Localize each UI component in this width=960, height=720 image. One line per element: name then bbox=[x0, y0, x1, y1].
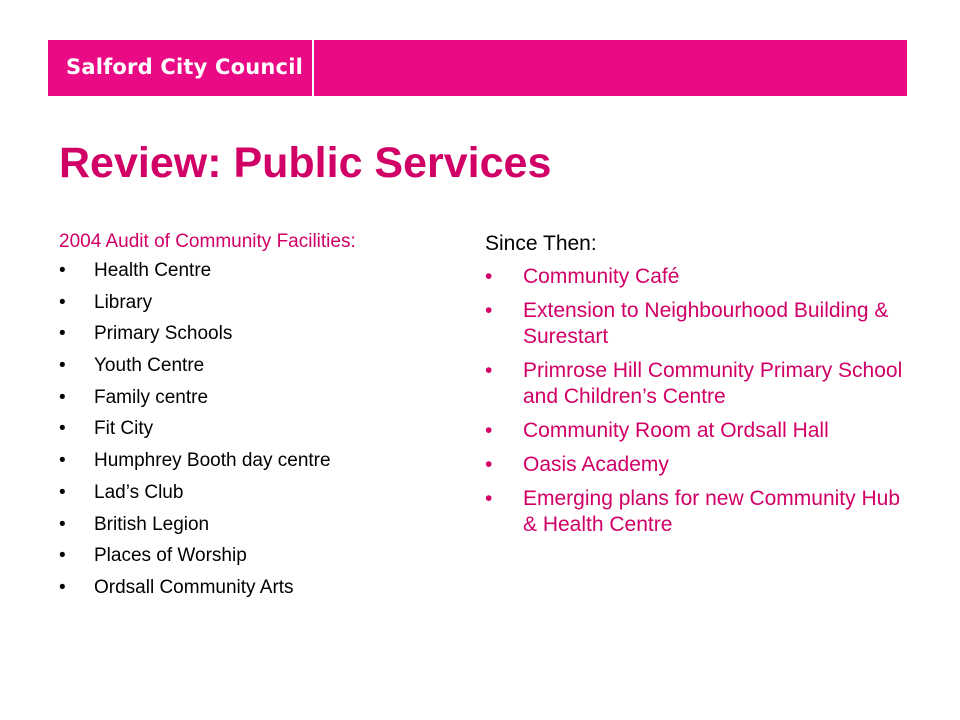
list-item bbox=[485, 298, 905, 350]
bullet-icon: • bbox=[59, 386, 66, 408]
list-item-label: Places of Worship bbox=[94, 545, 247, 567]
since-then-heading: Since Then: bbox=[485, 232, 597, 255]
since-then-column bbox=[485, 229, 905, 546]
list-item-label: British Legion bbox=[94, 513, 210, 535]
list-item-label: Health Centre bbox=[94, 260, 212, 281]
list-item bbox=[59, 322, 459, 346]
list-item bbox=[485, 418, 905, 444]
list-item bbox=[485, 264, 905, 290]
list-item bbox=[59, 544, 459, 568]
since-then-list bbox=[485, 264, 905, 538]
audit-heading: 2004 Audit of Community Facilities: bbox=[59, 231, 356, 252]
list-item-label: Emerging plans for new Community Hub & Health Centre bbox=[523, 487, 900, 536]
bullet-icon: • bbox=[59, 323, 66, 345]
list-item bbox=[485, 452, 905, 478]
list-item bbox=[59, 386, 459, 410]
audit-column bbox=[59, 228, 459, 608]
bullet-icon: • bbox=[59, 545, 66, 567]
bullet-icon: • bbox=[59, 576, 66, 598]
list-item-label: Fit City bbox=[94, 418, 154, 440]
list-item-label: Family centre bbox=[94, 386, 209, 408]
list-item-label: Youth Centre bbox=[94, 355, 205, 377]
slide-title: Review: Public Services bbox=[59, 139, 552, 187]
bullet-icon: • bbox=[59, 450, 66, 472]
council-banner bbox=[48, 40, 907, 96]
list-item bbox=[59, 449, 459, 473]
list-item-label: Primary Schools bbox=[94, 323, 233, 345]
bullet-icon: • bbox=[485, 419, 493, 442]
banner-divider bbox=[312, 40, 314, 96]
list-item bbox=[59, 481, 459, 505]
list-item-label: Library bbox=[94, 291, 153, 313]
council-logo: Salford City Council bbox=[66, 55, 303, 79]
bullet-icon: • bbox=[485, 299, 493, 322]
bullet-icon: • bbox=[59, 291, 66, 313]
bullet-icon: • bbox=[59, 260, 66, 281]
list-item bbox=[59, 417, 459, 441]
list-item bbox=[485, 486, 905, 538]
list-item-label: Lad’s Club bbox=[94, 481, 184, 503]
bullet-icon: • bbox=[485, 453, 493, 476]
list-item bbox=[59, 291, 459, 315]
list-item-label: Primrose Hill Community Primary School and Children’s Centre bbox=[523, 359, 903, 408]
bullet-icon: • bbox=[59, 418, 66, 440]
list-item bbox=[59, 576, 459, 600]
list-item-label: Extension to Neighbourhood Building & Surestart bbox=[523, 299, 889, 348]
bullet-icon: • bbox=[59, 481, 66, 503]
bullet-icon: • bbox=[485, 487, 493, 510]
bullet-icon: • bbox=[485, 265, 493, 288]
list-item bbox=[485, 358, 905, 410]
bullet-icon: • bbox=[485, 359, 493, 382]
list-item-label: Community Café bbox=[523, 265, 680, 288]
list-item-label: Oasis Academy bbox=[523, 453, 669, 476]
list-item-label: Community Room at Ordsall Hall bbox=[523, 419, 829, 442]
list-item bbox=[59, 259, 459, 283]
bullet-icon: • bbox=[59, 513, 66, 535]
list-item-label: Ordsall Community Arts bbox=[94, 576, 294, 598]
list-item bbox=[59, 354, 459, 378]
audit-list bbox=[59, 259, 459, 600]
bullet-icon: • bbox=[59, 355, 66, 377]
list-item-label: Humphrey Booth day centre bbox=[94, 450, 331, 472]
list-item bbox=[59, 513, 459, 537]
